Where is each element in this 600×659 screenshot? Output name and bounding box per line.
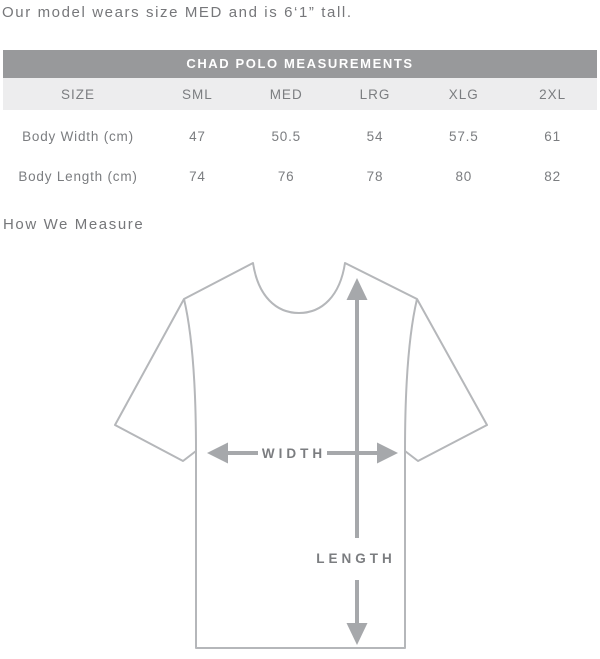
row-label: Body Length (cm) bbox=[18, 168, 138, 184]
table-cell: 50.5 bbox=[271, 128, 301, 144]
width-label: WIDTH bbox=[261, 446, 327, 461]
column-header-2xl: 2XL bbox=[539, 86, 567, 102]
table-cell: 54 bbox=[366, 128, 384, 144]
size-chart-header-row bbox=[3, 78, 597, 110]
column-header-lrg: LRG bbox=[359, 86, 391, 102]
row-label: Body Width (cm) bbox=[22, 128, 134, 144]
table-cell: 78 bbox=[366, 168, 384, 184]
table-row bbox=[3, 116, 597, 156]
model-size-note: Our model wears size MED and is 6‘1” tall. bbox=[2, 4, 353, 21]
size-chart-title: CHAD POLO MEASUREMENTS bbox=[3, 50, 597, 78]
length-label: LENGTH bbox=[316, 551, 396, 566]
table-cell: 74 bbox=[189, 168, 206, 184]
column-header-xlg: XLG bbox=[448, 86, 479, 102]
column-header-size: SIZE bbox=[60, 86, 95, 102]
table-row bbox=[3, 156, 597, 196]
size-chart-body bbox=[3, 110, 597, 196]
table-cell: 47 bbox=[189, 128, 206, 144]
column-header-med: MED bbox=[269, 86, 303, 102]
size-chart-table bbox=[3, 50, 597, 196]
table-cell: 61 bbox=[544, 128, 561, 144]
how-we-measure-heading: How We Measure bbox=[3, 216, 145, 233]
table-cell: 76 bbox=[277, 168, 295, 184]
table-cell: 57.5 bbox=[449, 128, 479, 144]
tshirt-measurement-diagram bbox=[0, 255, 600, 659]
column-header-sml: SML bbox=[182, 86, 213, 102]
table-cell: 80 bbox=[455, 168, 473, 184]
table-cell: 82 bbox=[544, 168, 561, 184]
